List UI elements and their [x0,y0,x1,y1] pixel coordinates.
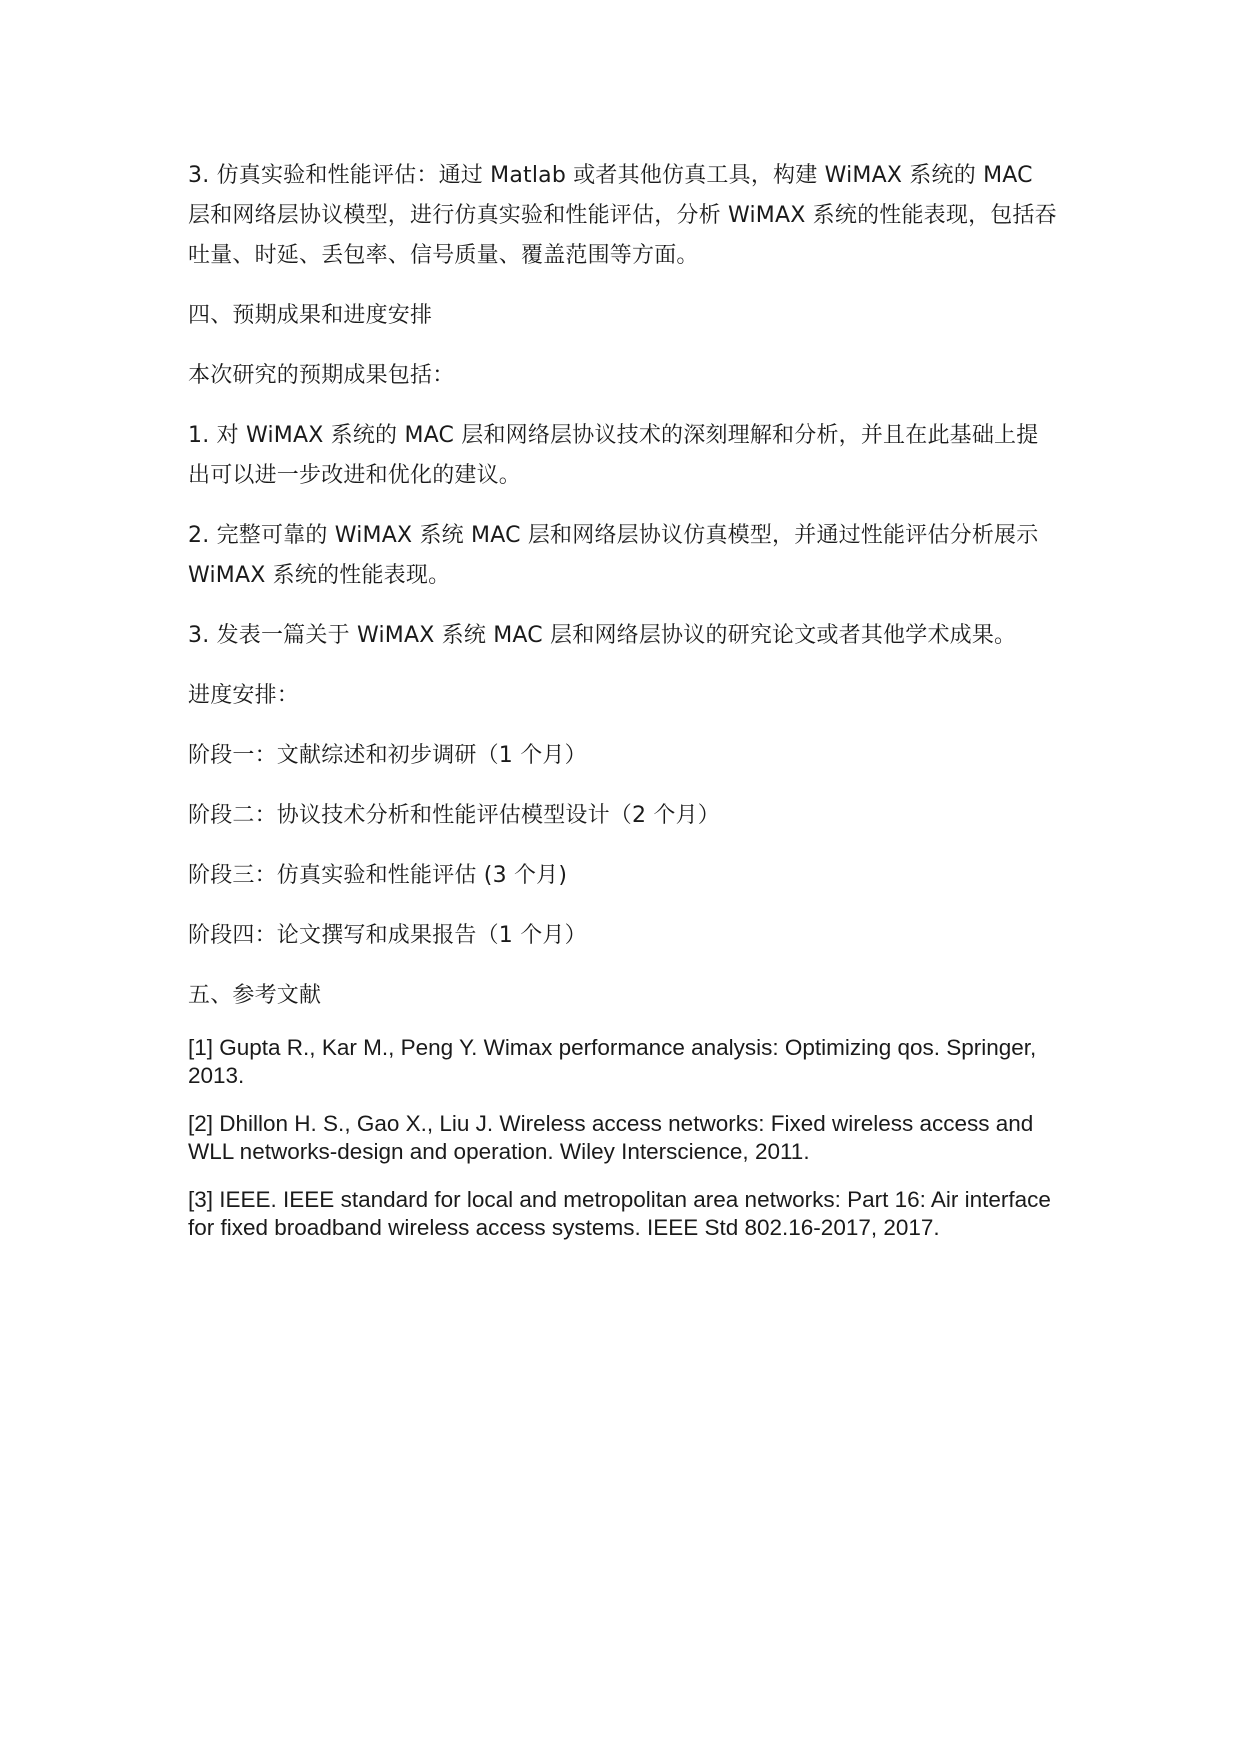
reference-item: [3] IEEE. IEEE standard for local and metropolitan area networks: Part 16: Air interface for fixed broadband wireless access systems. IEEE Std 802.16-2017, 2017. [188,1187,1051,1240]
reference-list [188,1034,1060,1242]
document-page [188,156,1060,1262]
expected-result-item: 3. 发表一篇关于 WiMAX 系统 MAC 层和网络层协议的研究论文或者其他学术成果。 [188,623,1017,648]
section-heading-4: 四、预期成果和进度安排 [188,303,433,328]
schedule-item: 阶段四：论文撰写和成果报告（1 个月） [188,923,587,948]
schedule-intro: 进度安排： [188,683,300,708]
expected-result-item: 1. 对 WiMAX 系统的 MAC 层和网络层协议技术的深刻理解和分析，并且在此基础上提出可以进一步改进和优化的建议。 [188,423,1039,488]
schedule-item: 阶段三：仿真实验和性能评估 (3 个月) [188,863,568,888]
paragraph-item3-evaluation: 3. 仿真实验和性能评估：通过 Matlab 或者其他仿真工具，构建 WiMAX 系统的 MAC 层和网络层协议模型，进行仿真实验和性能评估，分析 WiMAX 系统的性能表现，包括吞吐量、时延、丢包率、信号质量、覆盖范围等方面。 [188,163,1057,268]
schedule-item: 阶段二：协议技术分析和性能评估模型设计（2 个月） [188,803,720,828]
expected-result-item: 2. 完整可靠的 WiMAX 系统 MAC 层和网络层协议仿真模型，并通过性能评估分析展示 WiMAX 系统的性能表现。 [188,523,1039,588]
schedule-item: 阶段一：文献综述和初步调研（1 个月） [188,743,587,768]
expected-results-intro: 本次研究的预期成果包括： [188,363,455,388]
reference-item: [1] Gupta R., Kar M., Peng Y. Wimax performance analysis: Optimizing qos. Springer, 2013. [188,1035,1037,1088]
section-heading-5: 五、参考文献 [188,983,322,1008]
reference-item: [2] Dhillon H. S., Gao X., Liu J. Wireless access networks: Fixed wireless access and WLL networks-design and operation. Wiley Interscience, 2011. [188,1111,1034,1164]
